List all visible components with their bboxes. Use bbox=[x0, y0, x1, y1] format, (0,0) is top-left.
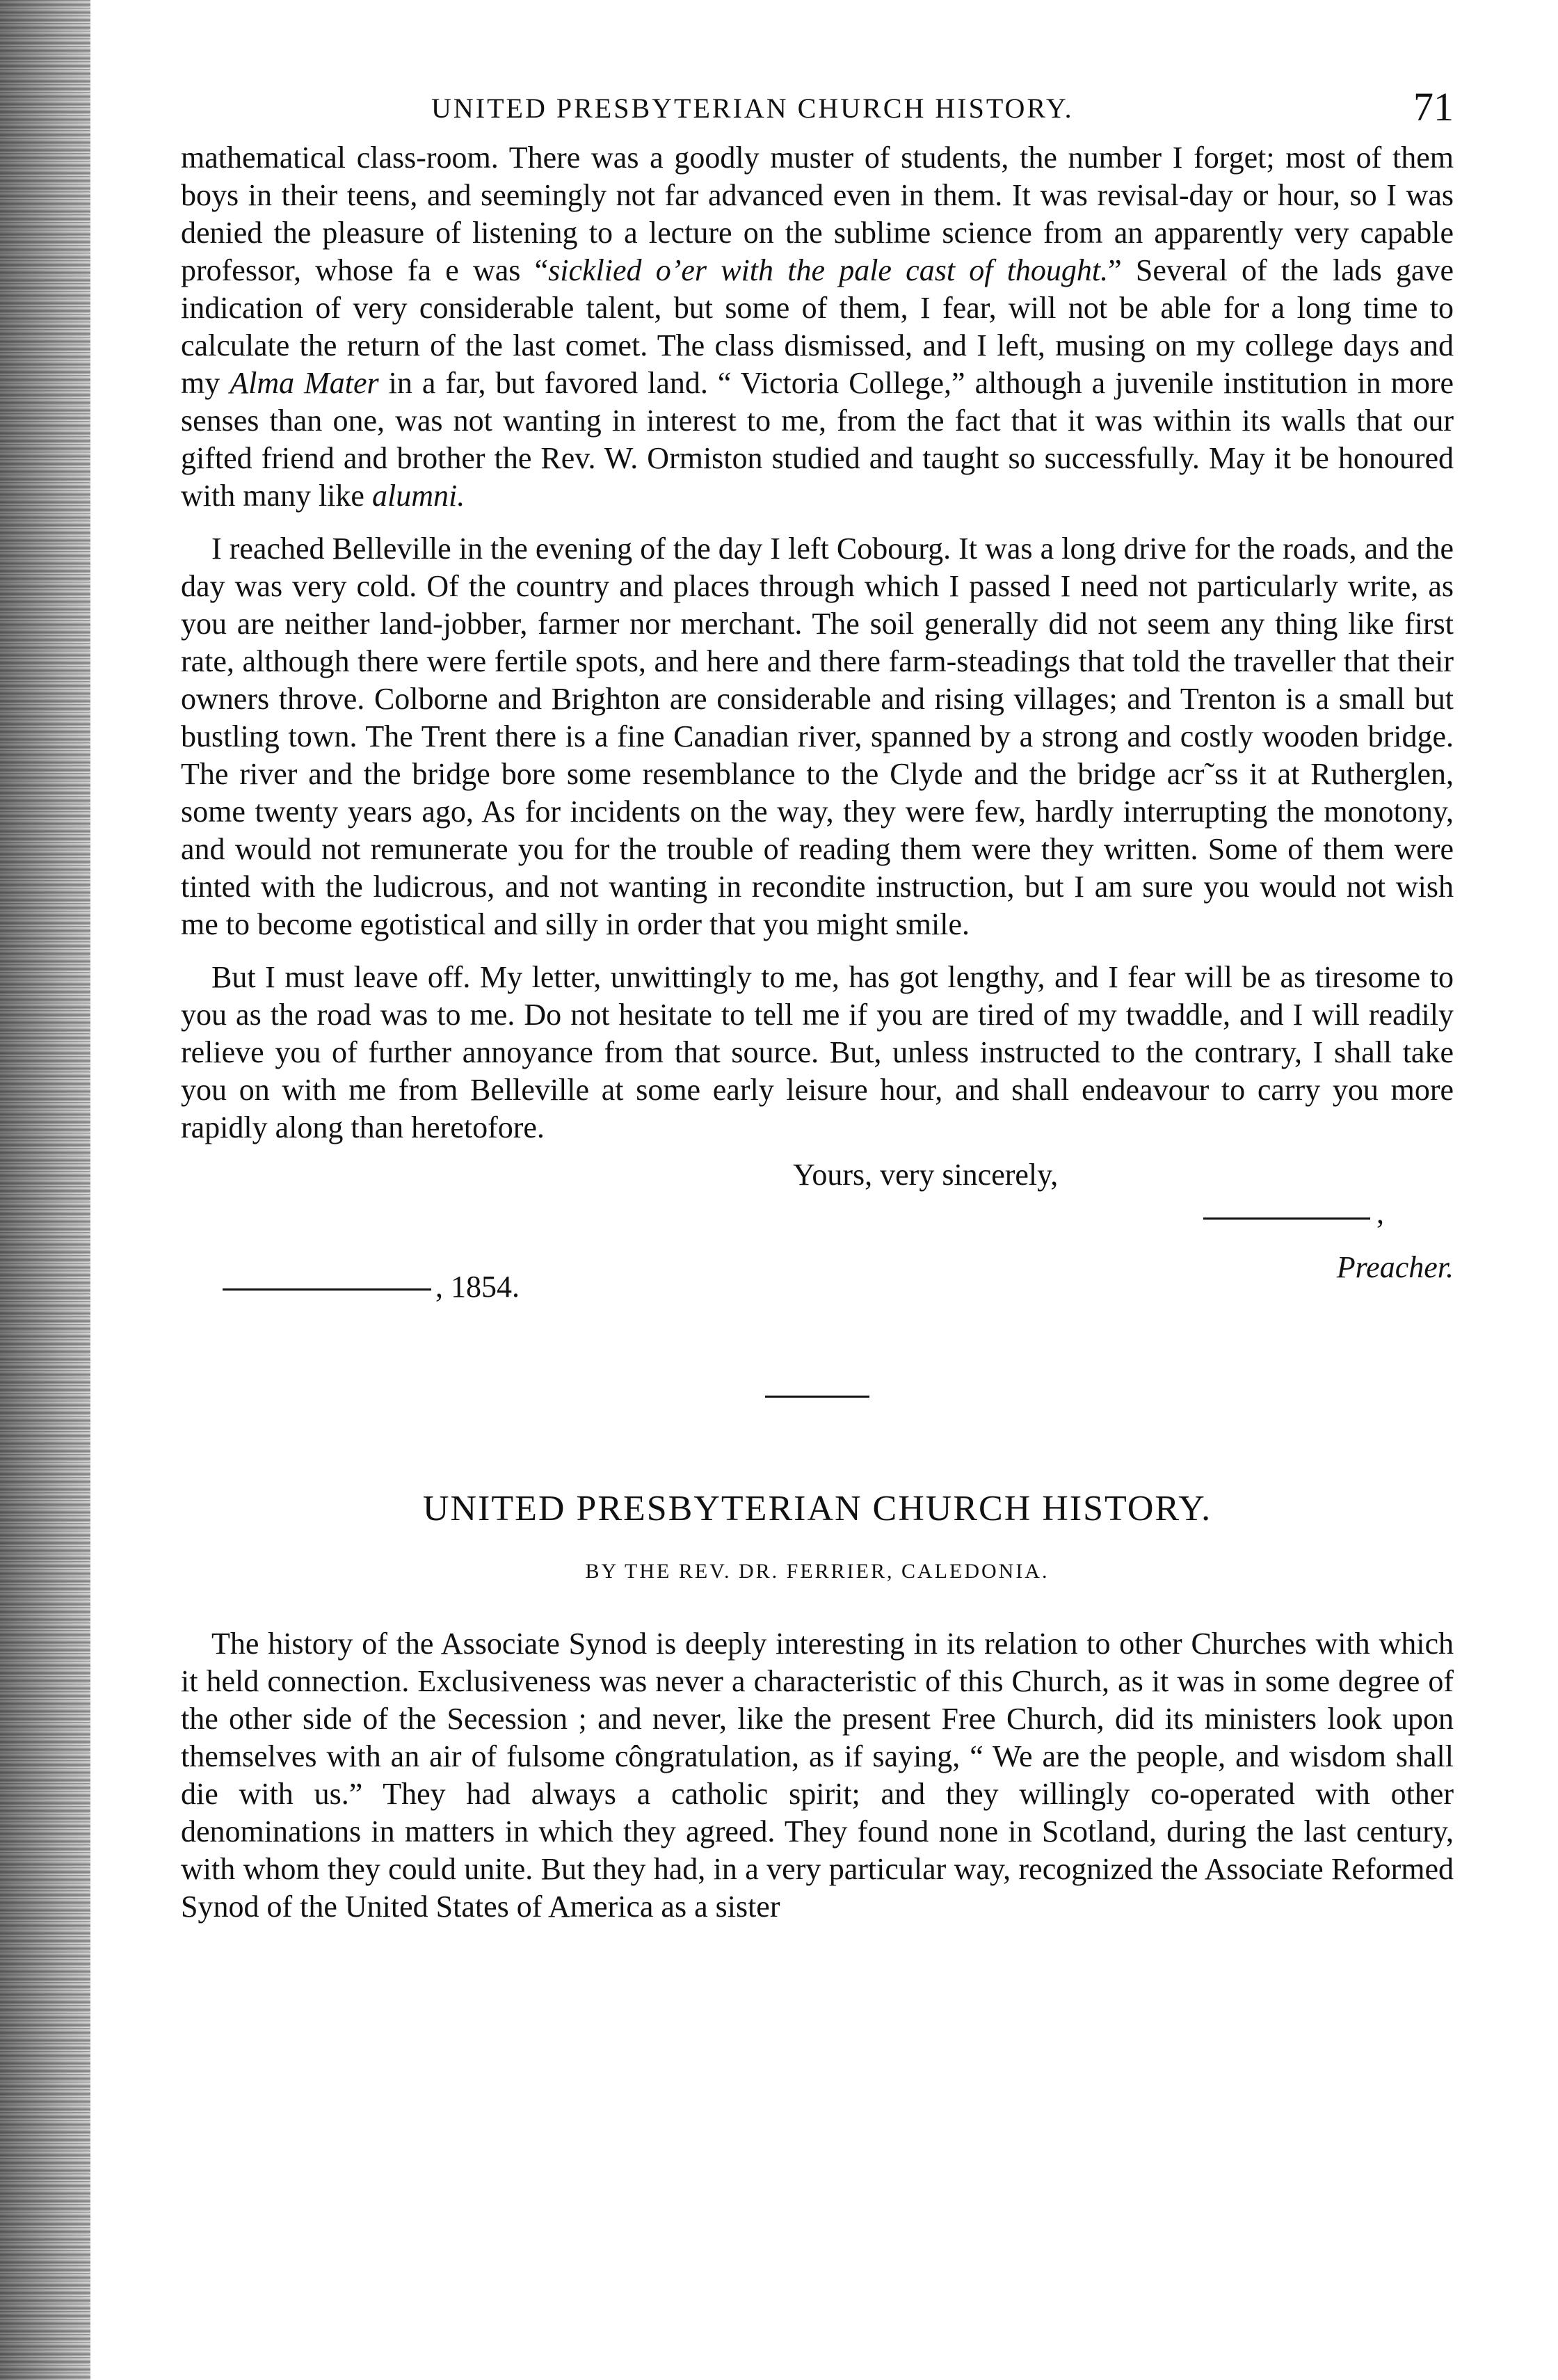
letter-p1-text-a: mathematical class-room. There was a goodly muster of students, the number I forget; most of them boys in their teens, and seemingly not far advanced even in them. It was revisal-day or hour, so I was denied the pleasure of listening to a lecture on the sublime science from an apparently very capable professor, whose fa e was “ bbox=[181, 141, 1454, 287]
article-title: UNITED PRESBYTERIAN CHURCH HISTORY. bbox=[422, 1489, 1212, 1528]
running-head bbox=[181, 83, 1454, 139]
article-byline: BY THE REV. DR. FERRIER, CALEDONIA. bbox=[585, 1560, 1050, 1583]
letter-date: , 1854. bbox=[435, 1270, 520, 1304]
running-head-title: UNITED PRESBYTERIAN CHURCH HISTORY. bbox=[431, 93, 1074, 124]
scanned-binding-edge bbox=[0, 0, 90, 2380]
letter-p1-quote: sicklied o’er with the pale cast of thought. bbox=[548, 253, 1109, 287]
letter-closing: Yours, very sincerely, bbox=[793, 1158, 1059, 1192]
letter-paragraph-2: I reached Belleville in the evening of the day I left Cobourg. It was a long drive for the roads, and the day was very cold. Of the country and places through which I passed I need not particularly write, as you are neither land-jobber, farmer nor merchant. The soil generally did not seem any thing like first rate, although there were fertile spots, and here and there farm-steadings that told the traveller that their owners throve. Colborne and Brighton are considerable and rising villages; and Trenton is a small but bustling town. The Trent there is a fine Canadian river, spanned by a strong and costly wooden bridge. The river and the bridge bore some resemblance to the Clyde and the bridge acr˜ss it at Rutherglen, some twenty years ago, As for incidents on the way, they were few, hardly interrupting the monotony, and would not remunerate you for the trouble of reading them were they written. Some of them were tinted with the ludicrous, and not wanting in recondite instruction, but I am sure you would not wish me to become egotistical and silly in order that you might smile. bbox=[181, 532, 1454, 941]
page-number: 71 bbox=[1413, 84, 1454, 129]
letter-p1-text-c: in a far, but favored land. “ Victoria College,” although a juvenile institution in more senses than one, was not wanting in interest to me, from the fact that it was within its walls that our gifted friend and brother the Rev. W. Ormiston studied and taught so successfully. May it be honoured with many like bbox=[181, 366, 1454, 513]
signature-comma: , bbox=[1376, 1196, 1384, 1230]
letter-p1-alumni: alumni. bbox=[371, 479, 465, 513]
letter-p1-text-b: ” Several of the lads gave indication of very considerable talent, but some of them, I fear, will not be able for a long time to calculate the return of the last comet. The class dismissed, and I left, musing on my college days and my bbox=[181, 253, 1454, 400]
letter-paragraph-1 bbox=[181, 139, 1454, 515]
letter-paragraph-3: But I must leave off. My letter, unwittingly to me, has got lengthy, and I fear will be as tiresome to you as the road was to me. Do not hesitate to tell me if you are tired of my twaddle, and I will readily relieve you of further annoyance from that source. But, unless instructed to the contrary, I shall take you on with me from Belleville at some early leisure hour, and shall endeavour to carry you more rapidly along than heretofore. bbox=[181, 960, 1454, 1144]
letter-p1-alma-mater: Alma Mater bbox=[230, 366, 379, 400]
signature-name: Preacher. bbox=[1336, 1250, 1454, 1284]
date-blank-rule bbox=[223, 1288, 431, 1291]
signature-blank-rule bbox=[1203, 1217, 1370, 1220]
article-paragraph-1: The history of the Associate Synod is deeply interesting in its relation to other Churches with which it held connection. Exclusiveness was never a characteristic of this Church, as it was in some degree of the other side of the Secession ; and never, like the present Free Church, did its ministers look upon themselves with an air of fulsome côngratulation, as if saying, “ We are the people, and wisdom shall die with us.” They had always a catholic spirit; and they willingly co-operated with other denominations in matters in which they agreed. They found none in Scotland, during the last century, with whom they could unite. But they had, in a very particular way, recognized the Associate Reformed Synod of the United States of America as a sister bbox=[181, 1627, 1454, 1924]
document-page bbox=[181, 83, 1454, 1926]
signature-block bbox=[181, 1196, 1454, 1326]
section-divider bbox=[765, 1396, 869, 1398]
